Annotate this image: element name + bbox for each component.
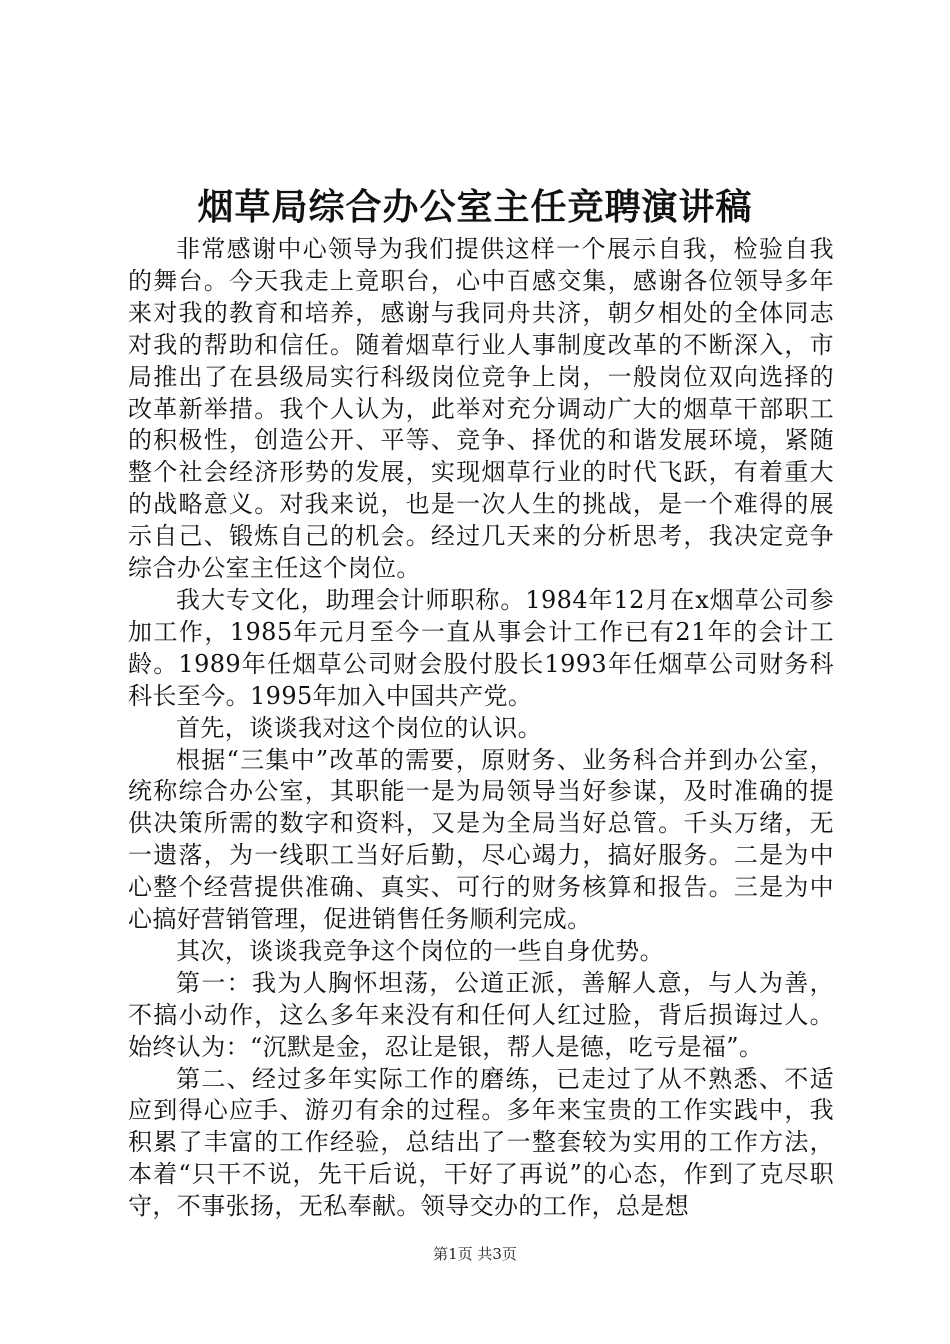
paragraph-second-heading: 其次，谈谈我竞争这个岗位的一些自身优势。 <box>176 936 664 965</box>
document-title: 烟草局综合办公室主任竞聘演讲稿 <box>197 186 753 228</box>
paragraph-first-heading: 首先，谈谈我对这个岗位的认识。 <box>176 713 542 742</box>
paragraph-advantage-one: 第一：我为人胸怀坦荡，公道正派，善解人意，与人为善，不搞小动作，这么多年来没有和任何人红过脸，背后损诲过人。始终认为：“沉默是金，忍让是银，帮人是德，吃亏是福”。 <box>128 968 834 1061</box>
paragraph-role-understanding: 根据“三集中”改革的需要，原财务、业务科合并到办公室，统称综合办公室，其职能一是为局领导当好参谋，及时准确的提供决策所需的数字和资料，又是为全局当好总管。千头万绪，无一遗落，为一线职工当好后勤，尽心竭力，搞好服务。二是为中心整个经营提供准确、真实、可行的财务核算和报告。三是为中心搞好营销管理，促进销售任务顺利完成。 <box>128 745 834 934</box>
page-footer: 第1页 共3页 <box>433 1245 517 1263</box>
paragraph-intro: 非常感谢中心领导为我们提供这样一个展示自我，检验自我的舞台。今天我走上竟职台，心中百感交集，感谢各位领导多年来对我的教育和培养，感谢与我同舟共济，朝夕相处的全体同志对我的帮助和信任。随着烟草行业人事制度改革的不断深入，市局推出了在县级局实行科级岗位竞争上岗，一般岗位双向选择的改革新举措。我个人认为，此举对充分调动广大的烟草干部职工的积极性，创造公开、平等、竞争、择优的和谐发展环境，紧随整个社会经济形势的发展，实现烟草行业的时代飞跃，有着重大的战略意义。对我来说，也是一次人生的挑战，是一个难得的展示自己、锻炼自己的机会。经过几天来的分析思考，我决定竞争综合办公室主任这个岗位。 <box>128 235 834 583</box>
paragraph-advantage-two: 第二、经过多年实际工作的磨练，已走过了从不熟悉、不适应到得心应手、游刃有余的过程。多年来宝贵的工作实践中，我积累了丰富的工作经验，总结出了一整套较为实用的工作方法，本着“只干不说，先干后说，干好了再说”的心态，作到了克尽职守，不事张扬，无私奉献。领导交办的工作，总是想 <box>128 1064 834 1221</box>
paragraph-background: 我大专文化，助理会计师职称。1984年12月在x烟草公司参加工作，1985年元月至今一直从事会计工作已有21年的会计工龄。1989年任烟草公司财会股付股长1993年任烟草公司财务科科长至今。1995年加入中国共产党。 <box>128 585 834 710</box>
document-body <box>128 234 834 1223</box>
